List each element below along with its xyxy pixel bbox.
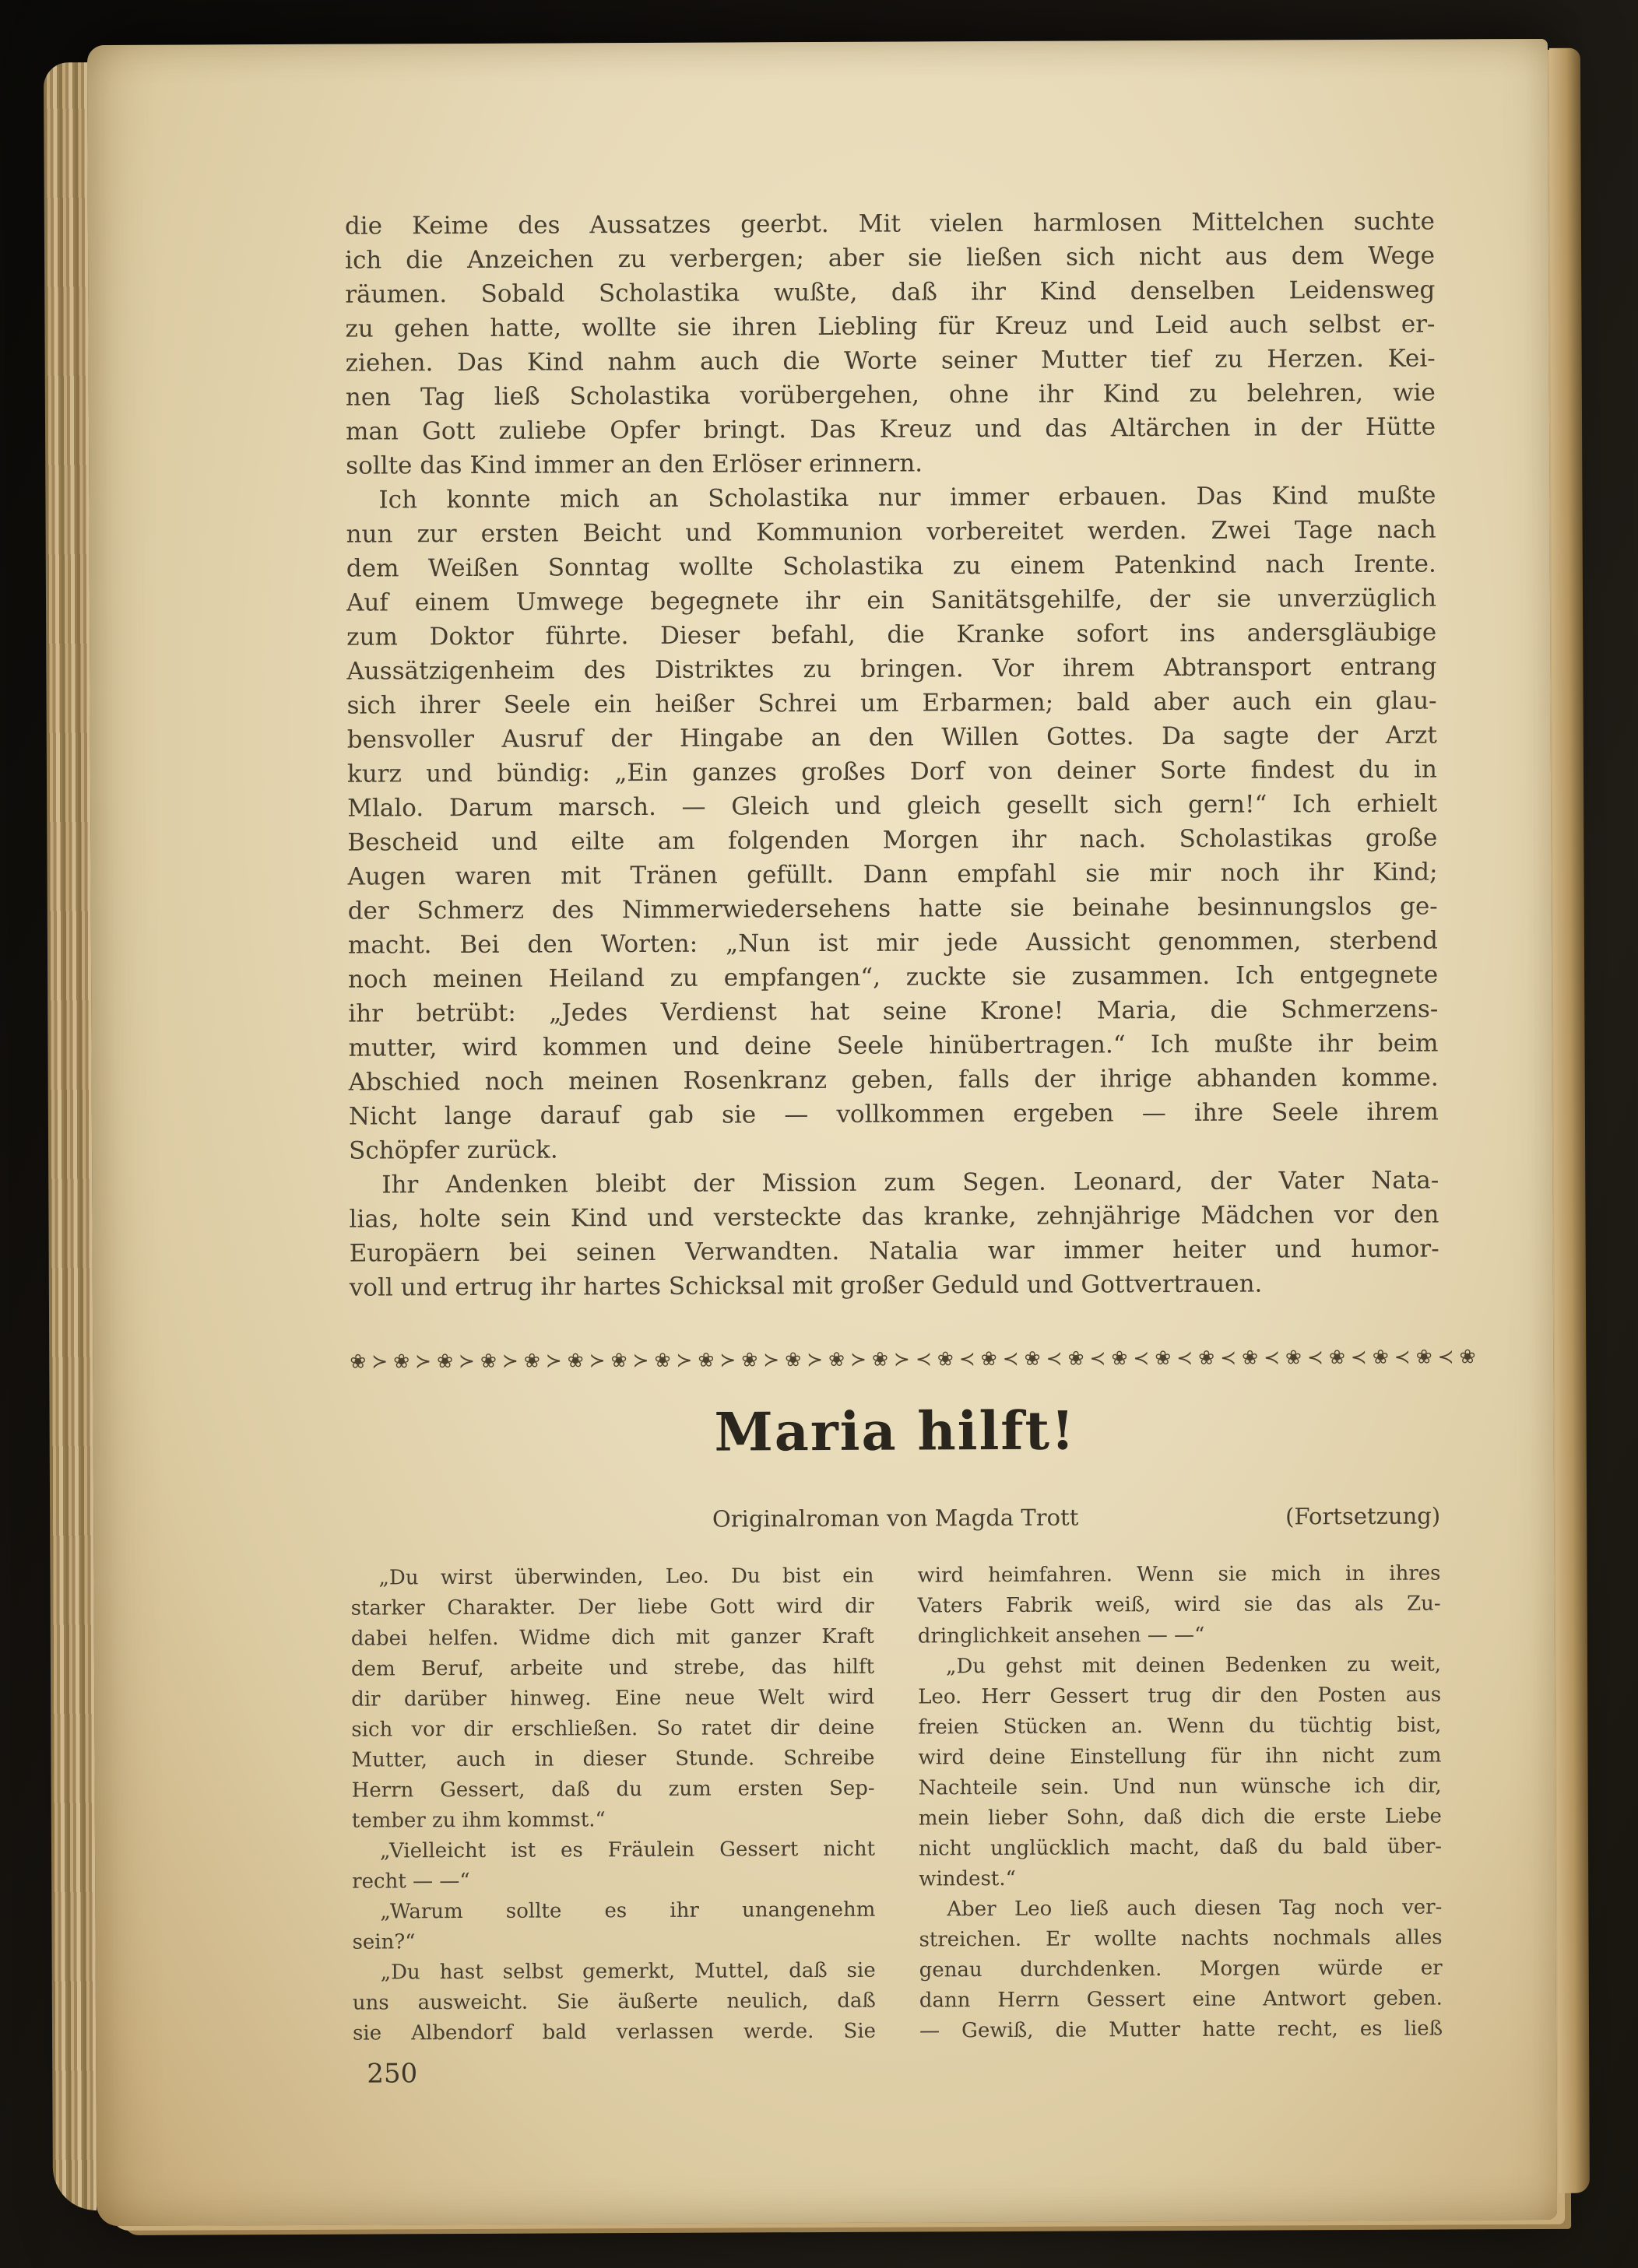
text-line: starker Charakter. Der liebe Gott wird dir bbox=[350, 1594, 874, 1620]
text-line: sein?“ bbox=[352, 1930, 416, 1954]
text-line: Mlalo. Darum marsch. — Gleich und gleich gesellt sich gern!“ Ich erhielt bbox=[347, 789, 1438, 823]
column-right bbox=[917, 1559, 1443, 2047]
text-line: Nachteile sein. Und nun wünsche ich dir, bbox=[918, 1774, 1442, 1800]
text-line: ich die Anzeichen zu verbergen; aber sie ließen sich nicht aus dem Wege bbox=[345, 241, 1436, 275]
text-line: Augen waren mit Tränen gefüllt. Dann empfahl sie mir noch ihr Kind; bbox=[347, 858, 1438, 891]
text-line: „Du hast selbst gemerkt, Muttel, daß sie bbox=[380, 1958, 876, 1985]
text-line: Herrn Gessert, daß du zum ersten Sep- bbox=[351, 1776, 875, 1803]
story-title: Maria hilft! bbox=[714, 1399, 1077, 1464]
text-line: Mutter, auch in dieser Stunde. Schreibe bbox=[351, 1746, 875, 1772]
text-line: nicht unglücklich macht, daß du bald über- bbox=[918, 1834, 1443, 1861]
text-line: dir darüber hinweg. Eine neue Welt wird bbox=[351, 1685, 875, 1712]
text-line: noch meinen Heiland zu empfangen“, zuckte sie zusammen. Ich entgegnete bbox=[348, 960, 1439, 994]
text-line: recht — —“ bbox=[352, 1869, 470, 1894]
text-line: nun zur ersten Beicht und Kommunion vorbereitet werden. Zwei Tage nach bbox=[346, 515, 1436, 549]
text-line: Nicht lange darauf gab sie — vollkommen ergeben — ihre Seele ihrem bbox=[348, 1097, 1439, 1131]
text-line: sich vor dir erschließen. So ratet dir deine bbox=[351, 1715, 875, 1742]
text-line: sich ihrer Seele ein heißer Schrei um Erbarmen; bald aber auch ein glau- bbox=[346, 686, 1437, 720]
text-line: man Gott zuliebe Opfer bringt. Das Kreuz und das Altärchen in der Hütte bbox=[345, 413, 1436, 446]
text-line: wird heimfahren. Wenn sie mich in ihres bbox=[917, 1561, 1441, 1588]
text-line: dem Weißen Sonntag wollte Scholastika zu einem Patenkind nach Irente. bbox=[346, 549, 1436, 583]
text-line: zum Doktor führte. Dieser befahl, die Kranke sofort ins andersgläubige bbox=[346, 618, 1437, 651]
text-line: Aber Leo ließ auch diesen Tag noch ver- bbox=[947, 1895, 1443, 1922]
text-line: dringlichkeit ansehen — —“ bbox=[917, 1623, 1205, 1648]
page-number: 250 bbox=[367, 2058, 418, 2090]
text-line: mutter, wird kommen und deine Seele hinübertragen.“ Ich mußte ihr beim bbox=[348, 1029, 1439, 1062]
byline-row bbox=[350, 1503, 1440, 1534]
text-line: uns ausweicht. Sie äußerte neulich, daß bbox=[352, 1989, 876, 2015]
text-line: ihr betrübt: „Jedes Verdienst hat seine Krone! Maria, die Schmerzens- bbox=[348, 995, 1439, 1028]
text-line: ziehen. Das Kind nahm auch die Worte seiner Mutter tief zu Herzen. Kei- bbox=[345, 344, 1436, 377]
text-line: „Du wirst überwinden, Leo. Du bist ein bbox=[378, 1564, 874, 1590]
text-line: räumen. Sobald Scholastika wußte, daß ihr Kind denselben Leidensweg bbox=[345, 276, 1436, 309]
story-end-text bbox=[345, 205, 1439, 1305]
text-line: die Keime des Aussatzes geerbt. Mit vielen harmlosen Mittelchen suchte bbox=[344, 207, 1435, 240]
text-line: nen Tag ließ Scholastika vorübergehen, ohne ihr Kind zu belehren, wie bbox=[345, 378, 1436, 412]
under-page-edge bbox=[1549, 48, 1590, 2193]
text-line: freien Stücken an. Wenn du tüchtig bist, bbox=[918, 1713, 1442, 1740]
text-line: „Warum sollte es ihr unangenehm bbox=[380, 1898, 876, 1924]
byline: Originalroman von Magda Trott bbox=[712, 1504, 1079, 1532]
text-line: sollte das Kind immer an den Erlöser erinnern. bbox=[346, 449, 923, 480]
text-line: zu gehen hatte, wollte sie ihren Liebling für Kreuz und Leid auch selbst er- bbox=[345, 310, 1436, 343]
text-line: wird deine Einstellung für ihn nicht zum bbox=[918, 1743, 1442, 1770]
text-line: Auf einem Umwege begegnete ihr ein Sanitätsgehilfe, der sie unverzüglich bbox=[346, 584, 1437, 617]
text-line: mein lieber Sohn, daß dich die erste Liebe bbox=[918, 1804, 1442, 1831]
text-line: Europäern bei seinen Verwandten. Natalia war immer heiter und humor- bbox=[349, 1234, 1439, 1268]
text-line: „Du gehst mit deinen Bedenken zu weit, bbox=[945, 1652, 1442, 1679]
text-line: windest.“ bbox=[919, 1866, 1016, 1891]
ornament-row-right: ≺❀≺❀≺❀≺❀≺❀≺❀≺❀≺❀≺❀≺❀≺❀≺❀≺❀ bbox=[915, 1345, 1482, 1371]
text-line: voll und ertrug ihr hartes Schicksal mit großer Geduld und Gottvertrauen. bbox=[349, 1269, 1263, 1302]
text-line: Schöpfer zurück. bbox=[349, 1136, 558, 1165]
text-line: der Schmerz des Nimmerwiedersehens hatte sie beinahe besinnungslos ge- bbox=[347, 892, 1438, 925]
text-line: macht. Bei den Worten: „Nun ist mir jede Aussicht genommen, sterbend bbox=[347, 926, 1439, 960]
text-line: dem Beruf, arbeite und strebe, das hilft bbox=[350, 1655, 875, 1681]
text-line: sie Albendorf bald verlassen werde. Sie bbox=[352, 2019, 877, 2045]
text-line: Aussätzigenheim des Distriktes zu bringen. Vor ihrem Abtransport entrang bbox=[346, 652, 1437, 686]
text-line: tember zu ihm kommst.“ bbox=[351, 1808, 606, 1833]
stacked-page-edges bbox=[44, 62, 97, 2210]
continuation-note: (Fortsetzung) bbox=[1285, 1502, 1441, 1530]
text-line: Ich konnte mich an Scholastika nur immer erbauen. Das Kind mußte bbox=[378, 481, 1436, 514]
text-line: dabei helfen. Widme dich mit ganzer Kraft bbox=[350, 1624, 874, 1651]
text-line: Leo. Herr Gessert trug dir den Posten aus bbox=[918, 1683, 1442, 1709]
text-line: Vaters Fabrik weiß, wird sie das als Zu- bbox=[917, 1592, 1441, 1618]
text-line: „Vielleicht ist es Fräulein Gessert nicht bbox=[379, 1837, 876, 1863]
text-line: streichen. Er wollte nachts nochmals alles bbox=[919, 1926, 1443, 1952]
text-line: Bescheid und eilte am folgenden Morgen ihr nach. Scholastikas große bbox=[347, 823, 1438, 857]
text-line: bensvoller Ausruf der Hingabe an den Willen Gottes. Da sagte der Arzt bbox=[346, 721, 1437, 754]
text-line: — Gewiß, die Mutter hatte recht, es ließ bbox=[919, 2017, 1443, 2043]
ornament-divider bbox=[350, 1345, 1482, 1373]
text-line: kurz und bündig: „Ein ganzes großes Dorf von deiner Sorte findest du in bbox=[346, 755, 1438, 788]
text-line: dann Herrn Gessert eine Antwort geben. bbox=[919, 1986, 1443, 2013]
text-line: Abschied noch meinen Rosenkranz geben, falls der ihrige abhanden komme. bbox=[348, 1063, 1439, 1097]
text-line: Ihr Andenken bleibt der Mission zum Segen. Leonard, der Vater Nata- bbox=[381, 1166, 1439, 1199]
ornament-row-left: ❀≻❀≻❀≻❀≻❀≻❀≻❀≻❀≻❀≻❀≻❀≻❀≻❀≻ bbox=[350, 1347, 916, 1373]
text-line: genau durchdenken. Morgen würde er bbox=[919, 1956, 1443, 1982]
book-page bbox=[87, 39, 1557, 2226]
text-line: lias, holte sein Kind und versteckte das kranke, zehnjährige Mädchen vor den bbox=[349, 1200, 1439, 1234]
column-left bbox=[350, 1561, 876, 2049]
